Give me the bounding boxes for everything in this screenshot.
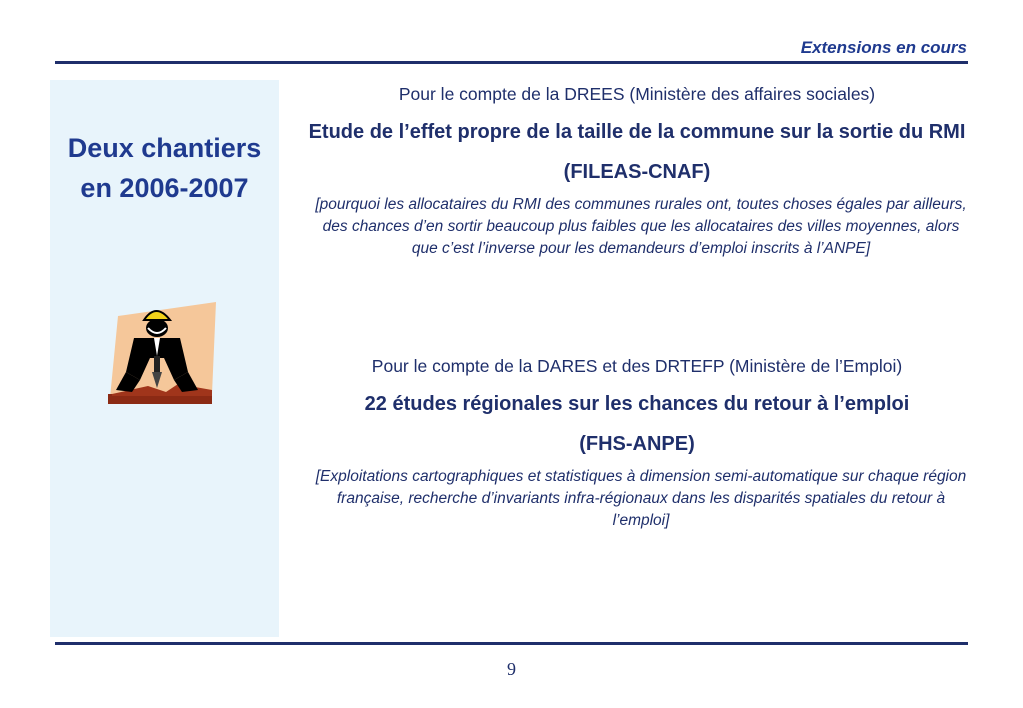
section1-note: [pourquoi les allocataires du RMI des communes rurales ont, toutes choses égales par ailleurs, des chances d’en sortir beaucoup plus faibles que les allocataires des villes moyennes, alors que c’est l’inverse pour les demandeurs d’emploi inscrits à l’ANPE] <box>315 196 967 257</box>
sidebar-title: Deux chantiers en 2006-2007 <box>67 133 262 203</box>
construction-worker-icon <box>108 298 220 410</box>
section2-note: [Exploitations cartographiques et statistiques à dimension semi-automatique sur chaque région française, recherche d’invariants infra-régionaux dans les disparités spatiales du retour à l’emploi] <box>315 468 967 529</box>
section2-headline-line2: (FHS-ANPE) <box>579 433 695 455</box>
section1-client: Pour le compte de la DREES (Ministère des affaires sociales) <box>398 84 876 104</box>
section-dares <box>281 354 993 532</box>
sidebar-panel <box>50 80 279 637</box>
section1-headline-line1: Etude de l’effet propre de la taille de la commune sur la sortie du RMI <box>308 121 966 143</box>
section-drees <box>281 82 993 260</box>
bottom-divider <box>55 642 968 645</box>
section2-headline-line1: 22 études régionales sur les chances du retour à l’emploi <box>364 393 910 415</box>
section2-client: Pour le compte de la DARES et des DRTEFP (Ministère de l’Emploi) <box>371 356 903 376</box>
page-number: 9 <box>507 659 516 679</box>
top-divider <box>55 61 968 64</box>
header-title: Extensions en cours <box>800 38 967 57</box>
section1-headline-line2: (FILEAS-CNAF) <box>563 161 711 183</box>
